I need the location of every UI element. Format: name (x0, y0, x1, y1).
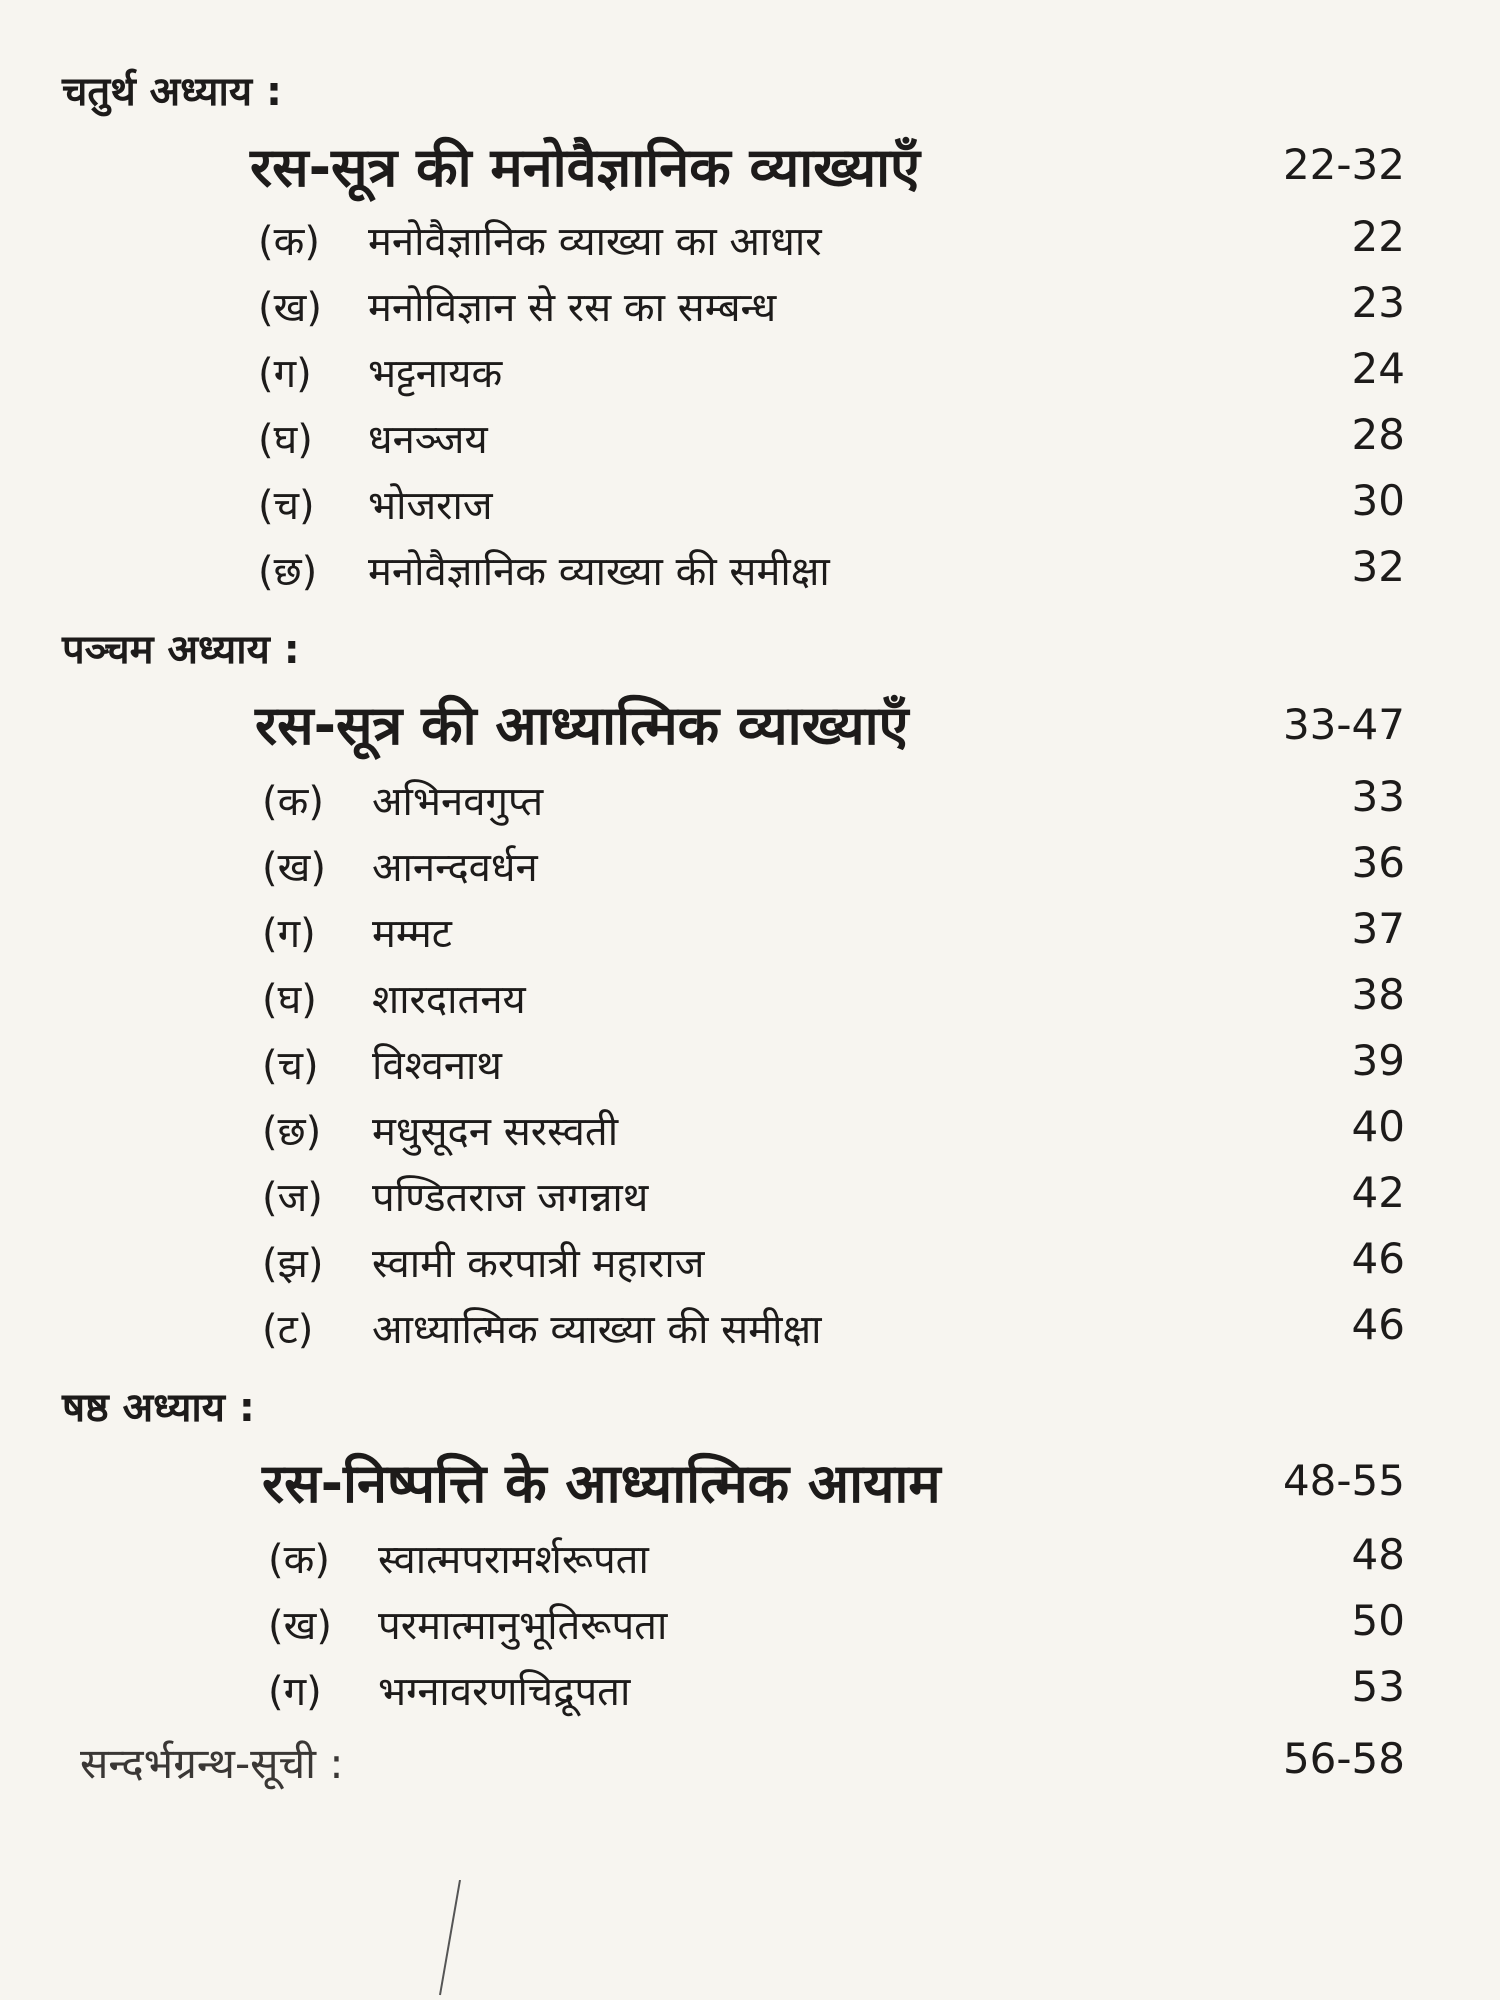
item-page: 46 (1351, 1234, 1405, 1283)
list-item (262, 838, 538, 893)
list-item (258, 344, 502, 399)
item-page: 50 (1351, 1596, 1405, 1645)
list-item (262, 1102, 618, 1157)
item-label: (घ) (262, 977, 317, 1023)
list-item (262, 1300, 822, 1355)
chapter-4-title: रस-सूत्र की मनोवैज्ञानिक व्याख्याएँ (250, 136, 921, 199)
bibliography-label: सन्दर्भग्रन्थ-सूची : (80, 1739, 344, 1788)
item-label: (छ) (258, 549, 318, 595)
chapter-5-title: रस-सूत्र की आध्यात्मिक व्याख्याएँ (255, 694, 909, 757)
list-item (258, 410, 488, 465)
chapter-6-page-range: 48-55 (1282, 1456, 1405, 1505)
item-text: शारदातनय (372, 977, 526, 1023)
item-page: 37 (1351, 904, 1405, 953)
list-item (258, 476, 493, 531)
list-item (262, 1234, 704, 1289)
pen-mark (430, 1880, 470, 2000)
item-text: परमात्मानुभूतिरूपता (378, 1603, 668, 1649)
item-text: धनञ्जय (368, 417, 488, 463)
list-item (262, 772, 543, 827)
list-item (268, 1662, 630, 1717)
item-text: अभिनवगुप्त (372, 779, 544, 825)
item-label: (झ) (262, 1241, 324, 1287)
item-label: (ग) (262, 911, 316, 957)
chapter-6-title: रस-निष्पत्ति के आध्यात्मिक आयाम (262, 1452, 941, 1515)
item-label: (ख) (262, 845, 326, 891)
item-label: (छ) (262, 1109, 322, 1155)
item-label: (ख) (258, 285, 322, 331)
item-label: (ज) (262, 1175, 323, 1221)
item-label: (ट) (262, 1307, 314, 1353)
item-page: 32 (1351, 542, 1405, 591)
item-page: 40 (1351, 1102, 1405, 1151)
item-text: स्वामी करपात्री महाराज (372, 1241, 705, 1287)
item-text: पण्डितराज जगन्नाथ (372, 1175, 649, 1221)
item-text: मनोवैज्ञानिक व्याख्या की समीक्षा (368, 549, 830, 595)
item-label: (ग) (258, 351, 312, 397)
item-label: (ग) (268, 1669, 322, 1715)
item-page: 30 (1351, 476, 1405, 525)
item-page: 39 (1351, 1036, 1405, 1085)
item-page: 46 (1351, 1300, 1405, 1349)
item-label: (ख) (268, 1603, 332, 1649)
item-text: भग्नावरणचिद्रूपता (378, 1669, 631, 1715)
item-text: मधुसूदन सरस्वती (372, 1109, 619, 1155)
list-item (258, 212, 822, 267)
chapter-4-heading: चतुर्थ अध्याय : (62, 69, 282, 115)
list-item (268, 1596, 667, 1651)
item-page: 48 (1351, 1530, 1405, 1579)
list-item (262, 1168, 648, 1223)
item-label: (क) (262, 779, 324, 825)
item-label: (च) (262, 1043, 319, 1089)
item-text: स्वात्मपरामर्शरूपता (378, 1537, 649, 1583)
item-label: (घ) (258, 417, 313, 463)
item-text: भोजराज (368, 483, 493, 529)
item-page: 22 (1351, 212, 1405, 261)
item-page: 33 (1351, 772, 1405, 821)
item-label: (क) (268, 1537, 330, 1583)
item-text: आध्यात्मिक व्याख्या की समीक्षा (372, 1307, 822, 1353)
item-page: 24 (1351, 344, 1405, 393)
item-text: आनन्दवर्धन (372, 845, 538, 891)
list-item (258, 278, 776, 333)
item-page: 36 (1351, 838, 1405, 887)
item-text: मनोवैज्ञानिक व्याख्या का आधार (368, 219, 822, 265)
chapter-6-heading: षष्ठ अध्याय : (62, 1385, 255, 1431)
item-page: 42 (1351, 1168, 1405, 1217)
chapter-4-page-range: 22-32 (1282, 140, 1405, 189)
list-item (262, 1036, 502, 1091)
item-page: 23 (1351, 278, 1405, 327)
item-text: विश्वनाथ (372, 1043, 502, 1089)
item-text: मनोविज्ञान से रस का सम्बन्ध (368, 285, 777, 331)
item-text: मम्मट (372, 911, 452, 957)
chapter-5-page-range: 33-47 (1282, 700, 1405, 749)
item-text: भट्टनायक (368, 351, 503, 397)
bibliography-page-range: 56-58 (1282, 1734, 1405, 1783)
item-page: 53 (1351, 1662, 1405, 1711)
list-item (268, 1530, 649, 1585)
item-label: (च) (258, 483, 315, 529)
item-page: 28 (1351, 410, 1405, 459)
item-label: (क) (258, 219, 320, 265)
list-item (258, 542, 830, 597)
item-page: 38 (1351, 970, 1405, 1019)
list-item (262, 970, 526, 1025)
chapter-5-heading: पञ्चम अध्याय : (62, 627, 300, 673)
list-item (262, 904, 452, 959)
